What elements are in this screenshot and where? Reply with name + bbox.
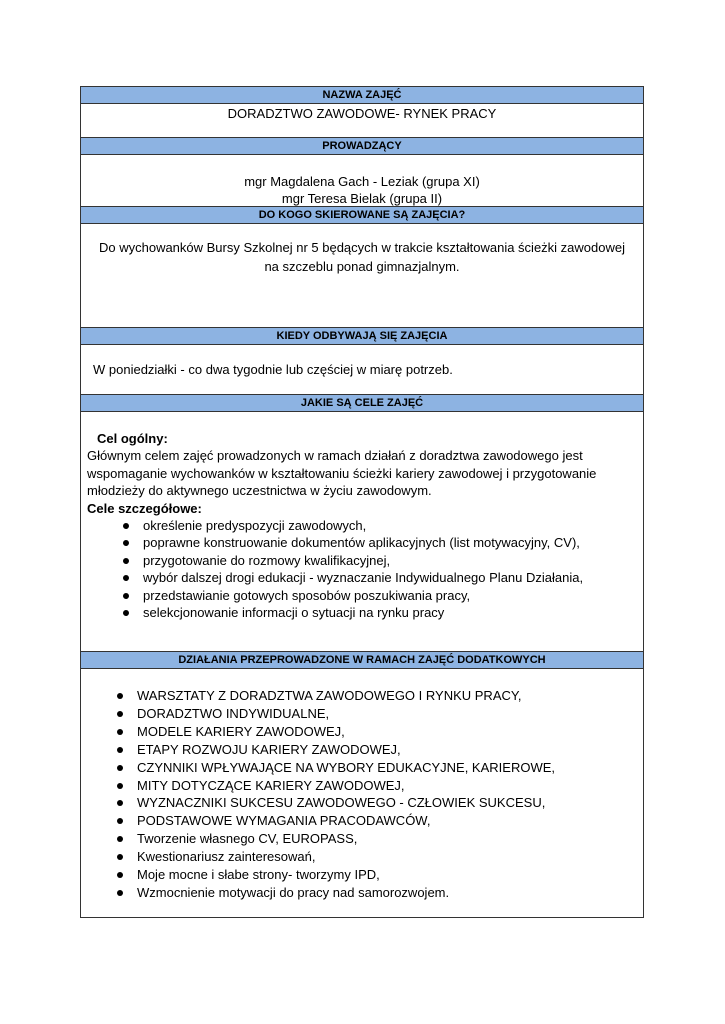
general-goal-label: Cel ogólny: <box>97 431 168 446</box>
course-name: DORADZTWO ZAWODOWE- RYNEK PRACY <box>81 104 643 138</box>
goals-cell <box>81 412 643 652</box>
activities-list <box>81 687 643 902</box>
list-item: Kwestionariusz zainteresowań, <box>117 848 643 866</box>
lecturer-2: mgr Teresa Bielak (grupa II) <box>281 191 443 206</box>
list-item: WARSZTATY Z DORADZTWA ZAWODOWEGO I RYNKU PRACY, <box>117 687 643 705</box>
list-item: poprawne konstruowanie dokumentów aplikacyjnych (list motywacyjny, CV), <box>123 534 637 551</box>
specific-goals-list <box>87 517 637 621</box>
list-item: MODELE KARIERY ZAWODOWEJ, <box>117 723 643 741</box>
list-item: przygotowanie do rozmowy kwalifikacyjnej, <box>123 552 637 569</box>
list-item: MITY DOTYCZĄCE KARIERY ZAWODOWEJ, <box>117 777 643 795</box>
course-info-table <box>80 86 644 918</box>
lecturer-1: mgr Magdalena Gach - Leziak (grupa XI) <box>244 174 480 189</box>
list-item: CZYNNIKI WPŁYWAJĄCE NA WYBORY EDUKACYJNE, KARIEROWE, <box>117 759 643 777</box>
target-description: Do wychowanków Bursy Szkolnej nr 5 będących w trakcie kształtowania ścieżki zawodowej na szczeblu ponad gimnazjalnym. <box>81 224 643 328</box>
list-item: Tworzenie własnego CV, EUROPASS, <box>117 830 643 848</box>
list-item: Moje mocne i słabe strony- tworzymy IPD, <box>117 866 643 884</box>
list-item: DORADZTWO INDYWIDUALNE, <box>117 705 643 723</box>
list-item: ETAPY ROZWOJU KARIERY ZAWODOWEJ, <box>117 741 643 759</box>
list-item: PODSTAWOWE WYMAGANIA PRACODAWCÓW, <box>117 812 643 830</box>
when-header: KIEDY ODBYWAJĄ SIĘ ZAJĘCIA <box>81 328 643 345</box>
lecturers-header: PROWADZĄCY <box>81 138 643 155</box>
name-header: NAZWA ZAJĘĆ <box>81 87 643 104</box>
activities-header: DZIAŁANIA PRZEPROWADZONE W RAMACH ZAJĘĆ DODATKOWYCH <box>81 652 643 669</box>
list-item: Wzmocnienie motywacji do pracy nad samorozwojem. <box>117 884 643 902</box>
schedule-description: W poniedziałki - co dwa tygodnie lub częściej w miarę potrzeb. <box>81 345 643 395</box>
goals-header: JAKIE SĄ CELE ZAJĘĆ <box>81 395 643 412</box>
list-item: przedstawianie gotowych sposobów poszukiwania pracy, <box>123 587 637 604</box>
specific-goals-label: Cele szczegółowe: <box>87 500 202 516</box>
activities-cell <box>81 669 643 917</box>
target-header: DO KOGO SKIEROWANE SĄ ZAJĘCIA? <box>81 207 643 224</box>
list-item: WYZNACZNIKI SUKCESU ZAWODOWEGO - CZŁOWIEK SUKCESU, <box>117 794 643 812</box>
list-item: określenie predyspozycji zawodowych, <box>123 517 637 534</box>
list-item: wybór dalszej drogi edukacji - wyznaczanie Indywidualnego Planu Działania, <box>123 569 637 586</box>
lecturers-cell <box>81 155 643 207</box>
list-item: selekcjonowanie informacji o sytuacji na rynku pracy <box>123 604 637 621</box>
general-goal-text: Głównym celem zajęć prowadzonych w ramach działań z doradztwa zawodowego jest wspomaganie wychowanków w kształtowaniu ścieżki kariery zawodowej i przygotowanie młodzieży do aktywnego uczestnictwa w życiu zawodowym. <box>87 448 597 499</box>
